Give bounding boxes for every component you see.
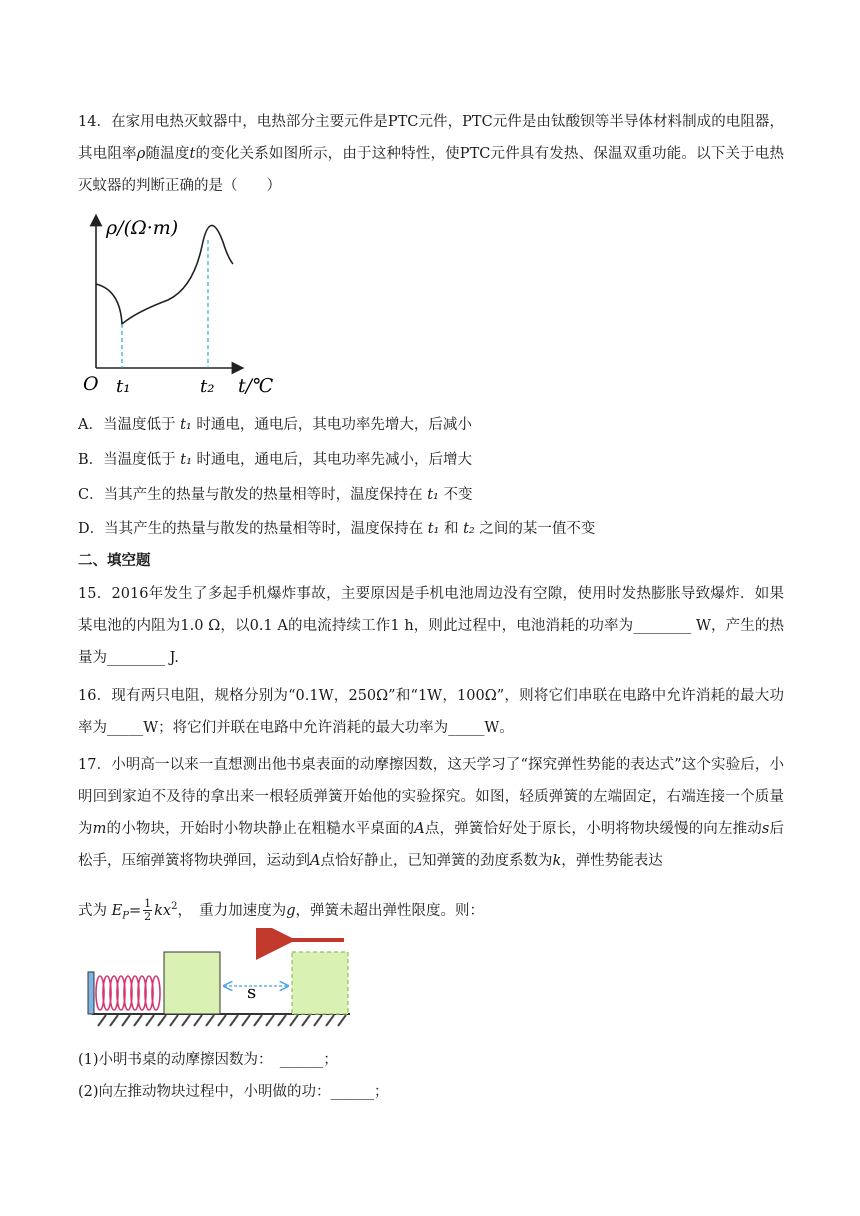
t2-label: t₂ [200,376,215,397]
q15-text: 15．2016年发生了多起手机爆炸事故，主要原因是手机电池周边没有空隙，使用时发热膨胀导致爆炸．如果某电池的内阻为1.0 Ω，以0.1 A的电流持续工作1 h，则此过程中，电池消耗的功率为________ W，产生的热量为________ J. [78,586,784,666]
spring-block-figure [82,928,362,1028]
option-d[interactable]: D．当其产生的热量与散发的热量相等时，温度保持在 t₁ 和 t₂ 之间的某一值不变 [78,521,596,537]
origin-label: O [83,373,99,395]
q17-sub1: (1)小明书桌的动摩擦因数为： ______； [78,1052,338,1068]
x-axis-label: t/℃ [238,375,274,397]
rho-curve [96,225,233,324]
q16-text: 16．现有两只电阻，规格分别为“0.1W，250Ω”和“1W，100Ω”，则将它们串联在电路中允许消耗的最大功率为_____W；将它们并联在电路中允许消耗的最大功率为_____W。 [78,688,784,736]
y-axis-label: ρ/(Ω·m) [106,217,179,239]
block-initial-position [292,952,348,1014]
q14-stem: 14．在家用电热灭蚊器中，电热部分主要元件是PTC元件，PTC元件是由钛酸钡等半导体材料制成的电阻器，其电阻率ρ随温度t的变化关系如图所示，由于这种特性，使PTC元件具有发热、保温双重功能。以下关于电热灭蚊器的判断正确的是（ ） [78,114,785,194]
wall [88,972,94,1014]
t1-label: t₁ [116,376,131,397]
resistivity-temperature-graph [78,212,298,398]
q17-stem: 17．小明高一以来一直想测出他书桌表面的动摩擦因数，这天学习了“探究弹性势能的表达式”这个实验后，小明回到家迫不及待的拿出来一根轻质弹簧开始他的实验探究。如图，轻质弹簧的左端固定，右端连接一个质量为m的小物块，开始时小物块静止在粗糙水平桌面的A点，弹簧恰好处于原长，小明将物块缓慢的向左推动s后松手，压缩弹簧将物块弹回，运动到A点恰好静止，已知弹簧的劲度系数为k，弹性势能表达 [78,757,785,869]
distance-label: s [247,982,257,1003]
block [164,952,220,1014]
option-b[interactable]: B．当温度低于 t₁ 时通电，通电后，其电功率先减小，后增大 [78,452,473,468]
floor-hatching [98,1015,346,1026]
option-c[interactable]: C．当其产生的热量与散发的热量相等时，温度保持在 t₁ 不变 [78,487,473,503]
fraction-one-half: $\frac{1}{2}$ [144,897,152,924]
spring [96,976,160,1010]
section-heading: 二、填空题 [78,552,151,569]
q17-sub2: (2)向左推动物块过程中，小明做的功：______； [78,1084,389,1100]
q17-formula-line: 式为 $E_P=$ $\frac{1}{2}$ $kx^2$， 重力加速度为g，弹簧未超出弹性限度。则： [78,897,484,924]
option-a[interactable]: A．当温度低于 t₁ 时通电，通电后，其电功率先增大，后减小 [78,417,472,433]
